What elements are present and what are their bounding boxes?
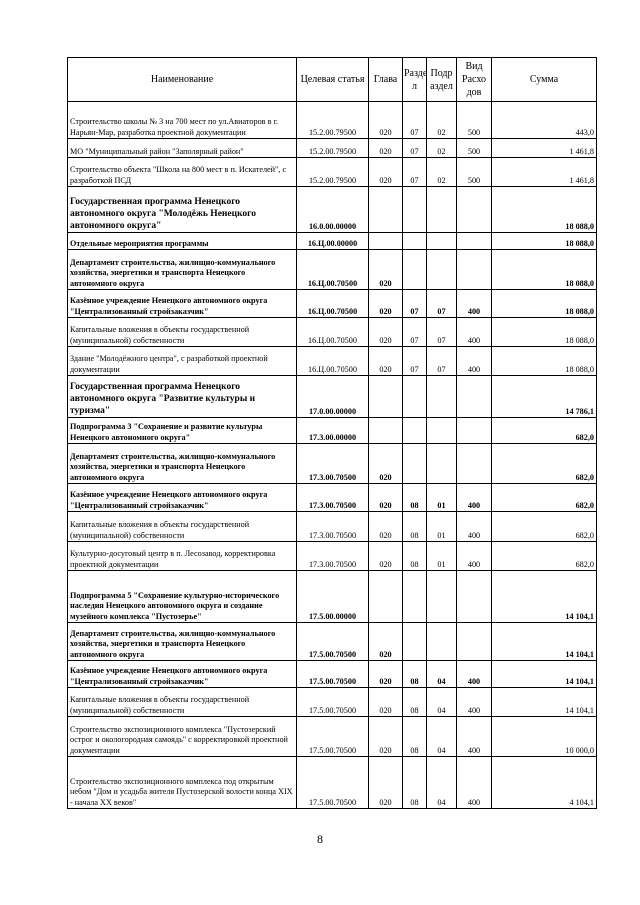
table-row	[68, 290, 597, 318]
row-section-cell	[403, 187, 427, 233]
table-row	[68, 542, 597, 571]
row-subsection-cell: 07	[427, 347, 457, 376]
table-row	[68, 484, 597, 512]
row-chapter-cell	[369, 571, 403, 623]
row-chapter-cell	[369, 233, 403, 250]
row-target-item-cell: 15.2.00.79500	[297, 102, 369, 139]
row-expense-type-cell	[457, 623, 492, 661]
row-expense-type-cell: 400	[457, 318, 492, 347]
row-sum-cell: 18 088,0	[492, 250, 597, 290]
table-row	[68, 376, 597, 418]
row-target-item-cell: 17.3.00.00000	[297, 418, 369, 444]
table-row	[68, 187, 597, 233]
row-section-cell: 08	[403, 717, 427, 757]
row-section-cell: 08	[403, 661, 427, 688]
row-name-cell: Подпрограмма 5 "Сохранение культурно-исторического наследия Ненецкого автономного округа и создание музейного комплекса "Пустозерье"	[68, 571, 297, 623]
row-chapter-cell: 020	[369, 318, 403, 347]
row-expense-type-cell: 400	[457, 757, 492, 809]
row-chapter-cell	[369, 418, 403, 444]
row-name-cell: Капитальные вложения в объекты государственной (муниципальной) собственности	[68, 512, 297, 542]
row-target-item-cell: 16.Ц.00.70500	[297, 290, 369, 318]
row-sum-cell: 18 088,0	[492, 347, 597, 376]
row-subsection-cell	[427, 376, 457, 418]
row-name-cell: Капитальные вложения в объекты государственной (муниципальной) собственности	[68, 318, 297, 347]
row-chapter-cell: 020	[369, 347, 403, 376]
row-expense-type-cell	[457, 233, 492, 250]
row-section-cell	[403, 623, 427, 661]
row-target-item-cell: 17.0.00.00000	[297, 376, 369, 418]
table-row	[68, 233, 597, 250]
table-row	[68, 661, 597, 688]
row-name-cell: Отдельные мероприятия программы	[68, 233, 297, 250]
header-section: Разде л	[403, 58, 427, 102]
row-expense-type-cell: 400	[457, 717, 492, 757]
row-name-cell: Департамент строительства, жилищно-коммунального хозяйства, энергетики и транспорта Ненецкого автономного округа	[68, 250, 297, 290]
row-name-cell: Казённое учреждение Ненецкого автономного округа "Централизованный стройзаказчик"	[68, 484, 297, 512]
table-row	[68, 418, 597, 444]
row-chapter-cell: 020	[369, 688, 403, 717]
row-expense-type-cell	[457, 444, 492, 484]
row-target-item-cell: 15.2.00.79500	[297, 139, 369, 158]
row-chapter-cell: 020	[369, 102, 403, 139]
row-expense-type-cell: 400	[457, 661, 492, 688]
table-row	[68, 250, 597, 290]
row-sum-cell: 10 000,0	[492, 717, 597, 757]
row-section-cell: 07	[403, 139, 427, 158]
row-target-item-cell: 17.3.00.70500	[297, 444, 369, 484]
table-row	[68, 347, 597, 376]
row-chapter-cell	[369, 376, 403, 418]
row-name-cell: Строительство объекта "Школа на 800 мест в п. Искателей", с разработкой ПСД	[68, 158, 297, 187]
row-section-cell: 07	[403, 158, 427, 187]
row-subsection-cell: 04	[427, 688, 457, 717]
row-subsection-cell: 01	[427, 484, 457, 512]
row-expense-type-cell: 500	[457, 158, 492, 187]
row-subsection-cell: 01	[427, 542, 457, 571]
row-section-cell: 08	[403, 512, 427, 542]
row-subsection-cell: 04	[427, 717, 457, 757]
row-sum-cell: 682,0	[492, 418, 597, 444]
row-expense-type-cell	[457, 250, 492, 290]
row-chapter-cell: 020	[369, 661, 403, 688]
row-expense-type-cell: 400	[457, 290, 492, 318]
row-section-cell: 08	[403, 757, 427, 809]
row-expense-type-cell: 400	[457, 542, 492, 571]
row-sum-cell: 18 088,0	[492, 187, 597, 233]
row-subsection-cell	[427, 233, 457, 250]
row-target-item-cell: 17.3.00.70500	[297, 542, 369, 571]
row-name-cell: Государственная программа Ненецкого автономного округа "Молодёжь Ненецкого автономного округа"	[68, 187, 297, 233]
row-sum-cell: 682,0	[492, 542, 597, 571]
row-expense-type-cell: 400	[457, 484, 492, 512]
row-name-cell: Здание "Молодёжного центра", с разработкой проектной документации	[68, 347, 297, 376]
row-name-cell: Казённое учреждение Ненецкого автономного округа "Централизованный стройзаказчик"	[68, 661, 297, 688]
row-sum-cell: 14 104,1	[492, 661, 597, 688]
row-section-cell	[403, 444, 427, 484]
page-number: 8	[317, 832, 323, 846]
row-expense-type-cell: 500	[457, 102, 492, 139]
row-name-cell: Строительство экспозиционного комплекса под открытым небом "Дом и усадьба жителя Пустозерской волости конца XIX - начала XX веков"	[68, 757, 297, 809]
row-target-item-cell: 17.5.00.70500	[297, 623, 369, 661]
row-subsection-cell: 02	[427, 102, 457, 139]
row-subsection-cell: 04	[427, 661, 457, 688]
header-chapter: Глава	[369, 58, 403, 102]
row-chapter-cell	[369, 187, 403, 233]
table-row	[68, 757, 597, 809]
row-section-cell	[403, 418, 427, 444]
row-name-cell: Строительство школы № 3 на 700 мест по ул.Авиаторов в г. Нарьян-Мар, разработка проектной документации	[68, 102, 297, 139]
row-chapter-cell: 020	[369, 290, 403, 318]
table-row	[68, 318, 597, 347]
row-subsection-cell: 02	[427, 139, 457, 158]
row-target-item-cell: 17.5.00.70500	[297, 688, 369, 717]
header-sum: Сумма	[492, 58, 597, 102]
row-section-cell: 08	[403, 542, 427, 571]
row-expense-type-cell: 500	[457, 139, 492, 158]
row-target-item-cell: 16.Ц.00.00000	[297, 233, 369, 250]
row-section-cell: 07	[403, 318, 427, 347]
row-name-cell: Строительство экспозиционного комплекса "Пустозерский острог и окологородная самоядь" с корректировкой проектной документации	[68, 717, 297, 757]
row-name-cell: Государственная программа Ненецкого автономного округа "Развитие культуры и туризма"	[68, 376, 297, 418]
table-row	[68, 571, 597, 623]
row-target-item-cell: 17.5.00.00000	[297, 571, 369, 623]
row-name-cell: Подпрограмма 3 "Сохранение и развитие культуры Ненецкого автономного округа"	[68, 418, 297, 444]
row-section-cell	[403, 233, 427, 250]
row-sum-cell: 682,0	[492, 484, 597, 512]
row-section-cell: 07	[403, 347, 427, 376]
row-section-cell: 07	[403, 290, 427, 318]
row-expense-type-cell	[457, 376, 492, 418]
row-subsection-cell: 02	[427, 158, 457, 187]
row-name-cell: Департамент строительства, жилищно-коммунального хозяйства, энергетики и транспорта Ненецкого автономного округа	[68, 444, 297, 484]
row-target-item-cell: 16.Ц.00.70500	[297, 250, 369, 290]
row-chapter-cell: 020	[369, 757, 403, 809]
table-row	[68, 444, 597, 484]
header-name: Наименование	[68, 58, 297, 102]
row-sum-cell: 18 088,0	[492, 233, 597, 250]
row-target-item-cell: 17.5.00.70500	[297, 757, 369, 809]
row-section-cell: 07	[403, 102, 427, 139]
row-subsection-cell: 07	[427, 318, 457, 347]
table-row	[68, 158, 597, 187]
row-chapter-cell: 020	[369, 444, 403, 484]
row-sum-cell: 14 104,1	[492, 623, 597, 661]
header-expense-type: Вид Расхо дов	[457, 58, 492, 102]
row-chapter-cell: 020	[369, 512, 403, 542]
header-target-item: Целевая статья	[297, 58, 369, 102]
row-sum-cell: 1 461,8	[492, 158, 597, 187]
row-section-cell	[403, 250, 427, 290]
header-subsection: Подр аздел	[427, 58, 457, 102]
row-subsection-cell	[427, 571, 457, 623]
row-expense-type-cell: 400	[457, 688, 492, 717]
row-target-item-cell: 16.Ц.00.70500	[297, 318, 369, 347]
row-target-item-cell: 16.Ц.00.70500	[297, 347, 369, 376]
row-subsection-cell: 04	[427, 757, 457, 809]
row-name-cell: Казённое учреждение Ненецкого автономного округа "Централизованный стройзаказчик"	[68, 290, 297, 318]
table-header-row	[68, 58, 597, 102]
row-sum-cell: 14 786,1	[492, 376, 597, 418]
row-sum-cell: 682,0	[492, 444, 597, 484]
row-target-item-cell: 17.5.00.70500	[297, 661, 369, 688]
row-sum-cell: 14 104,1	[492, 571, 597, 623]
row-sum-cell: 1 461,8	[492, 139, 597, 158]
row-target-item-cell: 17.3.00.70500	[297, 512, 369, 542]
row-sum-cell: 682,0	[492, 512, 597, 542]
table-body	[68, 102, 597, 809]
row-expense-type-cell	[457, 418, 492, 444]
row-chapter-cell: 020	[369, 250, 403, 290]
row-section-cell: 08	[403, 688, 427, 717]
row-subsection-cell	[427, 444, 457, 484]
row-sum-cell: 4 104,1	[492, 757, 597, 809]
row-subsection-cell	[427, 187, 457, 233]
row-expense-type-cell	[457, 571, 492, 623]
row-sum-cell: 443,0	[492, 102, 597, 139]
row-chapter-cell: 020	[369, 139, 403, 158]
row-subsection-cell: 01	[427, 512, 457, 542]
row-target-item-cell: 17.5.00.70500	[297, 717, 369, 757]
row-chapter-cell: 020	[369, 623, 403, 661]
table-row	[68, 102, 597, 139]
row-sum-cell: 18 088,0	[492, 318, 597, 347]
row-section-cell	[403, 571, 427, 623]
row-chapter-cell: 020	[369, 158, 403, 187]
row-section-cell: 08	[403, 484, 427, 512]
row-chapter-cell: 020	[369, 542, 403, 571]
row-expense-type-cell: 400	[457, 512, 492, 542]
row-expense-type-cell: 400	[457, 347, 492, 376]
row-sum-cell: 14 104,1	[492, 688, 597, 717]
row-subsection-cell: 07	[427, 290, 457, 318]
table-row	[68, 512, 597, 542]
budget-table	[67, 57, 597, 809]
row-chapter-cell: 020	[369, 717, 403, 757]
row-section-cell	[403, 376, 427, 418]
table-row	[68, 717, 597, 757]
row-name-cell: Капитальные вложения в объекты государственной (муниципальной) собственности	[68, 688, 297, 717]
row-expense-type-cell	[457, 187, 492, 233]
row-name-cell: Департамент строительства, жилищно-коммунального хозяйства, энергетики и транспорта Ненецкого автономного округа	[68, 623, 297, 661]
row-subsection-cell	[427, 623, 457, 661]
row-subsection-cell	[427, 250, 457, 290]
row-target-item-cell: 15.2.00.79500	[297, 158, 369, 187]
row-target-item-cell: 16.0.00.00000	[297, 187, 369, 233]
row-name-cell: МО "Муниципальный район "Заполярный район"	[68, 139, 297, 158]
row-target-item-cell: 17.3.00.70500	[297, 484, 369, 512]
row-chapter-cell: 020	[369, 484, 403, 512]
row-name-cell: Культурно-досуговый центр в п. Лесозавод, корректировка проектной документации	[68, 542, 297, 571]
table-row	[68, 139, 597, 158]
table-row	[68, 623, 597, 661]
row-subsection-cell	[427, 418, 457, 444]
table-row	[68, 688, 597, 717]
row-sum-cell: 18 088,0	[492, 290, 597, 318]
